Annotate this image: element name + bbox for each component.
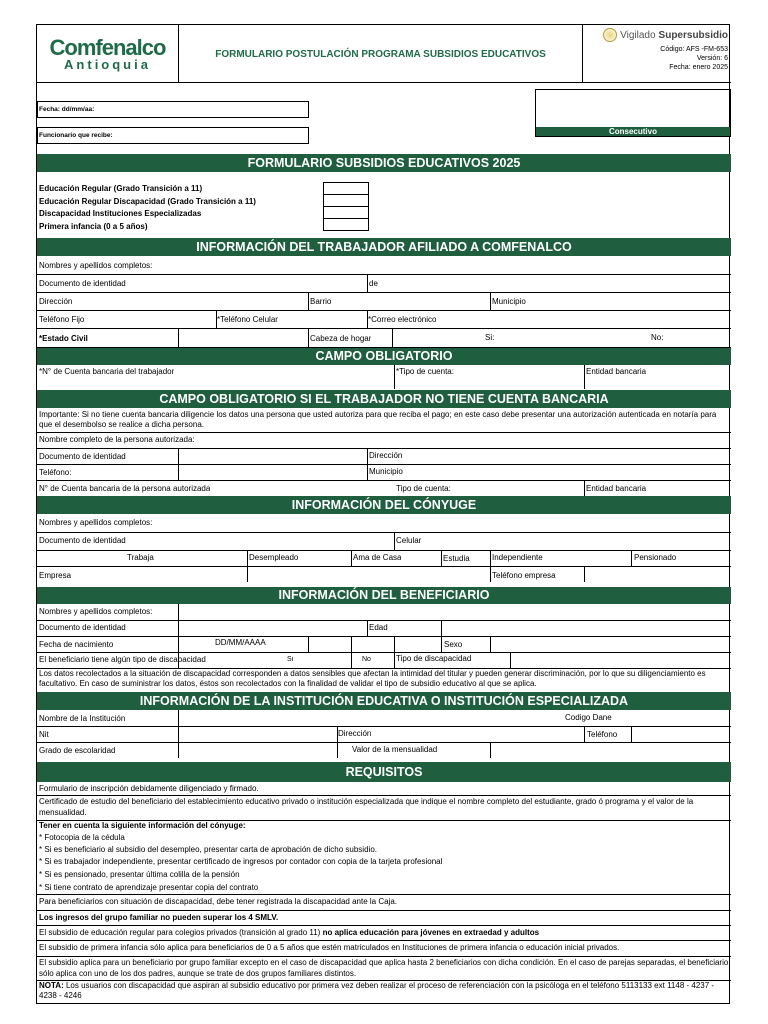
form-page xyxy=(36,24,730,1004)
req-9-text: Los usuarios con discapacidad que aspiran al subsidio educativo por primera vez deben realizar el proceso de referenciación con la psicóloga en el teléfono 5113133 ext 1148 - 4237 - 4238 - 4246 xyxy=(39,981,715,1000)
trab-dir: Dirección xyxy=(39,297,73,306)
inst-grado: Grado de escolaridad xyxy=(39,746,116,755)
req-9-nota: NOTA: xyxy=(39,981,64,990)
oblig-entidad: Entidad bancaria xyxy=(586,367,647,376)
type-especializada: Discapacidad Instituciones Especializadas xyxy=(39,209,202,218)
req-3a: * Fotocopia de la cédula xyxy=(39,833,125,842)
vigilado xyxy=(583,28,728,42)
benef-disc: El beneficiario tiene algún tipo de discapacidad xyxy=(39,655,206,664)
req-3e: * Si tiene contrato de aprendizaje presentar copia del contrato xyxy=(39,883,259,892)
trab-no: No: xyxy=(651,333,664,342)
aut-mun: Municipio xyxy=(369,467,403,476)
trab-nombres: Nombres y apellidos completos: xyxy=(39,261,153,270)
inst-dane: Codigo Dane xyxy=(565,713,612,722)
req-6-text: El subsidio de educación regular para colegios privados (transición al grado 11) xyxy=(39,928,323,937)
band-oblig: CAMPO OBLIGATORIO xyxy=(37,348,731,365)
band-autorizada: CAMPO OBLIGATORIO SI EL TRABAJADOR NO TIENE CUENTA BANCARIA xyxy=(37,390,731,408)
band-conyuge: INFORMACIÓN DEL CÓNYUGE xyxy=(37,496,731,514)
req-3d: * Si es pensionado, presentar última colilla de la pensión xyxy=(39,870,240,879)
benef-fmt: DD/MM/AAAA xyxy=(215,638,266,647)
benef-nota: Los datos recolectados a la situación de discapacidad corresponden a datos sensibles que afectan la intimidad del titular y pueden generar discriminación, por lo que su diligenciamiento es facultativo. En caso de suministrar los datos, éstos son recolectados con la finalidad de validar el tipo de subsidio educativo al que se aplica. xyxy=(39,669,706,688)
header-meta xyxy=(583,25,731,83)
funcionario-field[interactable] xyxy=(37,127,309,144)
consecutivo-label: Consecutivo xyxy=(536,127,730,136)
vigilado-prefix: Vigilado xyxy=(620,29,656,41)
aut-tel: Teléfono: xyxy=(39,468,72,477)
logo-main: Comfenalco xyxy=(49,35,166,60)
band-beneficiario: INFORMACIÓN DEL BENEFICIARIO xyxy=(37,587,731,604)
trab-civil: *Estado Civil xyxy=(39,334,88,343)
benef-tipodisc: Tipo de discapacidad xyxy=(396,654,472,663)
aut-dir: Dirección xyxy=(369,451,403,460)
seal-icon xyxy=(603,28,617,42)
funcionario-label: Funcionario que recibe: xyxy=(39,132,113,139)
inst-valor: Valor de la mensualidad xyxy=(352,745,438,754)
codigo: Código: AFS -FM-653 xyxy=(660,46,728,53)
subsidy-types xyxy=(39,183,256,233)
aut-cuenta: N° de Cuenta bancaria de la persona autorizada xyxy=(39,484,211,493)
aut-nombre: Nombre completo de la persona autorizada: xyxy=(39,435,195,444)
trab-de: de xyxy=(369,279,378,288)
benef-nombres: Nombres y apellidos completos: xyxy=(39,607,153,616)
fecha-doc: Fecha: enero 2025 xyxy=(669,64,728,71)
cony-ama: Ama de Casa xyxy=(353,553,402,562)
trab-si: Si: xyxy=(485,333,495,342)
inst-dir: Dirección xyxy=(338,729,372,738)
consecutivo-box[interactable] xyxy=(535,89,731,137)
cony-desemp: Desempleado xyxy=(249,553,299,562)
trab-barrio: Barrio xyxy=(310,297,332,306)
trab-tel: Teléfono Fijo xyxy=(39,315,85,324)
trab-correo: *Correo electrónico xyxy=(368,315,437,324)
aut-tipo: Tipo de cuenta: xyxy=(396,484,451,493)
form-title: FORMULARIO POSTULACIÓN PROGRAMA SUBSIDIOS EDUCATIVOS xyxy=(179,25,583,83)
inst-nombre: Nombre de la Institución xyxy=(39,714,126,723)
req-6 xyxy=(39,928,729,939)
trab-cabeza: Cabeza de hogar xyxy=(310,334,372,343)
cony-trabaja: Trabaja xyxy=(127,553,154,562)
cony-nombres: Nombres y apellidos completos: xyxy=(39,518,153,527)
req-9 xyxy=(39,981,729,1001)
vigilado-name: Supersubsidio xyxy=(658,29,728,41)
req-5: Los ingresos del grupo familiar no pueden superar los 4 SMLV. xyxy=(39,913,279,922)
benef-nac: Fecha de nacimiento xyxy=(39,640,114,649)
cony-indep: Independiente xyxy=(492,553,543,562)
logo-sub: Antioquia xyxy=(64,57,151,72)
req-7: El subsidio de primera infancia sólo aplica para beneficiarios de 0 a 5 años que estén matriculados en Instituciones de primera infancia o educación inicial privados. xyxy=(39,943,620,952)
type-infancia: Primera infancia (0 a 5 años) xyxy=(39,221,148,231)
fecha-field[interactable] xyxy=(37,101,309,118)
version: Versión: 6 xyxy=(696,55,728,62)
trab-mun: Municipio xyxy=(492,297,526,306)
benef-sexo: Sexo xyxy=(444,640,463,649)
benef-si: Si xyxy=(287,656,294,663)
aut-entidad: Entidad bancaria xyxy=(586,484,647,493)
req-3-title: Tener en cuenta la siguiente información del cónyuge: xyxy=(39,821,246,830)
benef-no: No xyxy=(362,656,371,663)
benef-edad: Edad xyxy=(369,623,388,632)
req-6-bold: no aplica educación para jóvenes en extraedad y adultos xyxy=(322,928,540,937)
band-trabajador: INFORMACIÓN DEL TRABAJADOR AFILIADO A COMFENALCO xyxy=(37,238,731,256)
header xyxy=(37,25,731,83)
band-institucion: INFORMACIÓN DE LA INSTITUCIÓN EDUCATIVA O INSTITUCIÓN ESPECIALIZADA xyxy=(37,692,731,710)
cony-doc: Documento de identidad xyxy=(39,536,126,545)
trab-cel: *Teléfono Celular xyxy=(217,315,278,324)
cony-estudia: Estudia xyxy=(443,554,470,563)
type-regular: Educación Regular (Grado Transición a 11) xyxy=(39,184,203,193)
inst-tel: Teléfono xyxy=(587,730,618,739)
req-4: Para beneficiarios con situación de discapacidad, debe tener registrada la discapacidad ante la Caja. xyxy=(39,897,398,906)
cony-empresa: Empresa xyxy=(39,571,72,580)
check-infancia[interactable] xyxy=(323,218,369,231)
type-regular-disc: Educación Regular Discapacidad (Grado Transición a 11) xyxy=(39,196,256,206)
inst-nit: Nit xyxy=(39,730,49,739)
benef-doc: Documento de identidad xyxy=(39,623,126,632)
band-requisitos: REQUISITOS xyxy=(37,762,731,782)
band-formulario: FORMULARIO SUBSIDIOS EDUCATIVOS 2025 xyxy=(37,154,731,172)
oblig-cuenta: *N° de Cuenta bancaria del trabajador xyxy=(39,367,175,376)
aut-importante: Importante: Si no tiene cuenta bancaria diligencie los datos una persona que usted autoriza para que reciba el pago; en este caso debe presentar una autorización autenticada en notaría para que el desembolso se realice a dicha persona. xyxy=(39,410,717,429)
cony-telemp: Teléfono empresa xyxy=(492,571,556,580)
req-3c: * Si es trabajador independiente, presentar certificado de ingresos por contador con copia de la tarjeta profesional xyxy=(39,857,443,866)
trab-doc: Documento de identidad xyxy=(39,279,126,288)
req-2: Certificado de estudio del beneficiario del establecimiento educativo privado o institución especializada que indique el nombre completo del estudiante, grado ó programa y el valor de la mensualidad. xyxy=(39,797,694,817)
req-1: Formulario de inscripción debidamente diligenciado y firmado. xyxy=(39,784,259,793)
aut-doc: Documento de identidad xyxy=(39,452,126,461)
cony-pens: Pensionado xyxy=(634,553,677,562)
cony-cel: Celular xyxy=(396,536,422,545)
oblig-tipo: *Tipo de cuenta: xyxy=(396,367,454,376)
req-8: El subsidio aplica para un beneficiario por grupo familiar excepto en el caso de discapacidad que aplica hasta 2 beneficiarios con dicha condición. En el caso de parejas separadas, el beneficiario sólo aplica con uno de los dos padres, aunque se trate de dos grupos familiares distintos. xyxy=(39,958,729,978)
logo xyxy=(37,25,179,83)
fecha-label: Fecha: dd/mm/aa: xyxy=(39,106,95,113)
req-3b: * Si es beneficiario al subsidio del desempleo, presentar carta de aprobación de dicho subsidio. xyxy=(39,845,377,854)
